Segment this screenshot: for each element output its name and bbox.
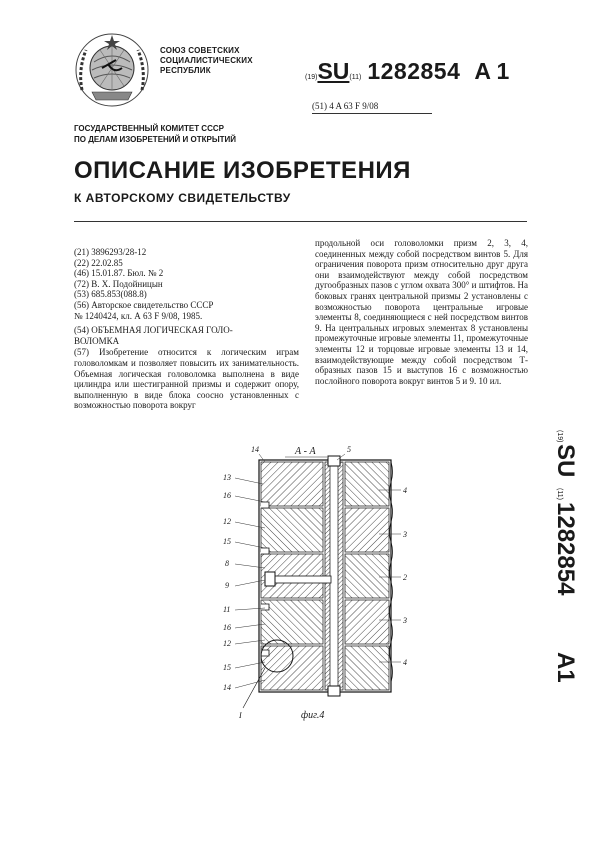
fig-label: 12 bbox=[223, 517, 231, 526]
inid-51: (51) 4 bbox=[312, 101, 334, 111]
fig-label: 11 bbox=[223, 605, 231, 614]
document-subtitle: К АВТОРСКОМУ СВИДЕТЕЛЬСТВУ bbox=[74, 191, 291, 205]
fig-label: 14 bbox=[223, 683, 231, 692]
figure-4-drawing bbox=[215, 440, 410, 730]
fig-label: 15 bbox=[223, 663, 231, 672]
fig-label: 3 bbox=[403, 530, 407, 539]
vertical-inid-11: (11) bbox=[556, 488, 563, 500]
union-line: СОЦИАЛИСТИЧЕСКИХ bbox=[160, 56, 253, 65]
fig-label: 8 bbox=[225, 559, 229, 568]
fig-label: 5 bbox=[347, 445, 351, 454]
bib-entry: (21) 3896293/28-12 bbox=[74, 247, 147, 257]
patent-number: 1282854 bbox=[367, 58, 461, 84]
vertical-country: SU bbox=[552, 444, 579, 478]
ipc-value: A 63 F 9/08 bbox=[335, 101, 379, 111]
committee-line: ПО ДЕЛАМ ИЗОБРЕТЕНИЙ И ОТКРЫТИЙ bbox=[74, 135, 237, 144]
vertical-inid-19: (19) bbox=[556, 430, 563, 443]
header-divider bbox=[74, 221, 527, 222]
fig-label-detail: I bbox=[239, 711, 242, 720]
ipc-divider bbox=[312, 113, 432, 114]
fig-label: 12 bbox=[223, 639, 231, 648]
section-label: А - А bbox=[295, 446, 316, 457]
fig-label: 9 bbox=[225, 581, 229, 590]
patent-number-block bbox=[305, 58, 509, 85]
vertical-kind: A1 bbox=[552, 652, 579, 683]
fig-label: 2 bbox=[403, 573, 407, 582]
bib-entry: (22) 22.02.85 bbox=[74, 257, 123, 268]
fig-label: 16 bbox=[223, 491, 231, 500]
abstract-text: (57) Изобретение относится к логическим играм головоломкам и позволяет повысить их занимательность. Объемная логическая головоломка выполнена в виде цилиндра или шестигранной призмы и содержит опору, выполненную в виде блока соосно установленных с возможностью поворота вокруг bbox=[74, 347, 299, 411]
bib-entry: (56) Авторское свидетельство СССР bbox=[74, 299, 214, 310]
fig-label: 15 bbox=[223, 537, 231, 546]
country-code: SU bbox=[317, 58, 350, 84]
bib-entry: (53) 685.853(088.8) bbox=[74, 289, 147, 300]
inid-11: (11) bbox=[349, 74, 362, 81]
union-line: СОЮЗ СОВЕТСКИХ bbox=[160, 46, 240, 55]
invention-name: (54) ОБЪЕМНАЯ ЛОГИЧЕСКАЯ ГОЛО- bbox=[74, 325, 233, 336]
inid-19: (19) bbox=[305, 74, 318, 81]
committee-line: ГОСУДАРСТВЕННЫЙ КОМИТЕТ СССР bbox=[74, 124, 224, 133]
invention-name-cont: ВОЛОМКА bbox=[74, 335, 120, 346]
figure-caption: фиг.4 bbox=[301, 710, 325, 721]
left-column bbox=[74, 247, 299, 411]
union-line: РЕСПУБЛИК bbox=[160, 66, 211, 75]
bib-entry-tail: № 1240424, кл. А 63 F 9/08, 1985. bbox=[74, 310, 203, 321]
continuation-text: продольной оси головоломки призм 2, 3, 4, соединенных между собой посредством винтов 5. Для ограничения поворота призм относительно друг друга они взаимодействуют между собой посредством дугообразных пазов с углом охвата 300° и штифтов. На боковых гранях центральной призмы 2 установлены с возможностью поворота центральные игровые элементы 8, соединяющиеся с ней посредством винтов 9. На центральных игровых элементах 8 установлены промежуточные игровые элементы 11, промежуточные элементы 12 и торцовые игровые элементы 13 и 14, взаимодействующие между собой посредством Т-образных пазов 15 и выступов 16 с возможностью послойного поворота вокруг винтов 5 и 9. 10 ил. bbox=[315, 238, 528, 386]
committee-name bbox=[74, 123, 236, 145]
fig-label: 4 bbox=[403, 486, 407, 495]
union-name bbox=[160, 46, 253, 76]
fig-label: 13 bbox=[223, 473, 231, 482]
ipc-class bbox=[312, 101, 378, 111]
vertical-number: 1282854 bbox=[552, 502, 579, 596]
fig-label: 16 bbox=[223, 623, 231, 632]
kind-code: A 1 bbox=[474, 58, 510, 84]
fig-label: 3 bbox=[403, 616, 407, 625]
ussr-emblem-icon bbox=[72, 30, 152, 110]
bib-entry: (46) 15.01.87. Бюл. № 2 bbox=[74, 268, 164, 279]
vertical-patent-number bbox=[520, 430, 579, 700]
bib-entry: (72) В. Х. Подойницын bbox=[74, 278, 163, 289]
fig-label: 4 bbox=[403, 658, 407, 667]
fig-label: 14 bbox=[251, 445, 259, 454]
document-title: ОПИСАНИЕ ИЗОБРЕТЕНИЯ bbox=[74, 157, 411, 184]
